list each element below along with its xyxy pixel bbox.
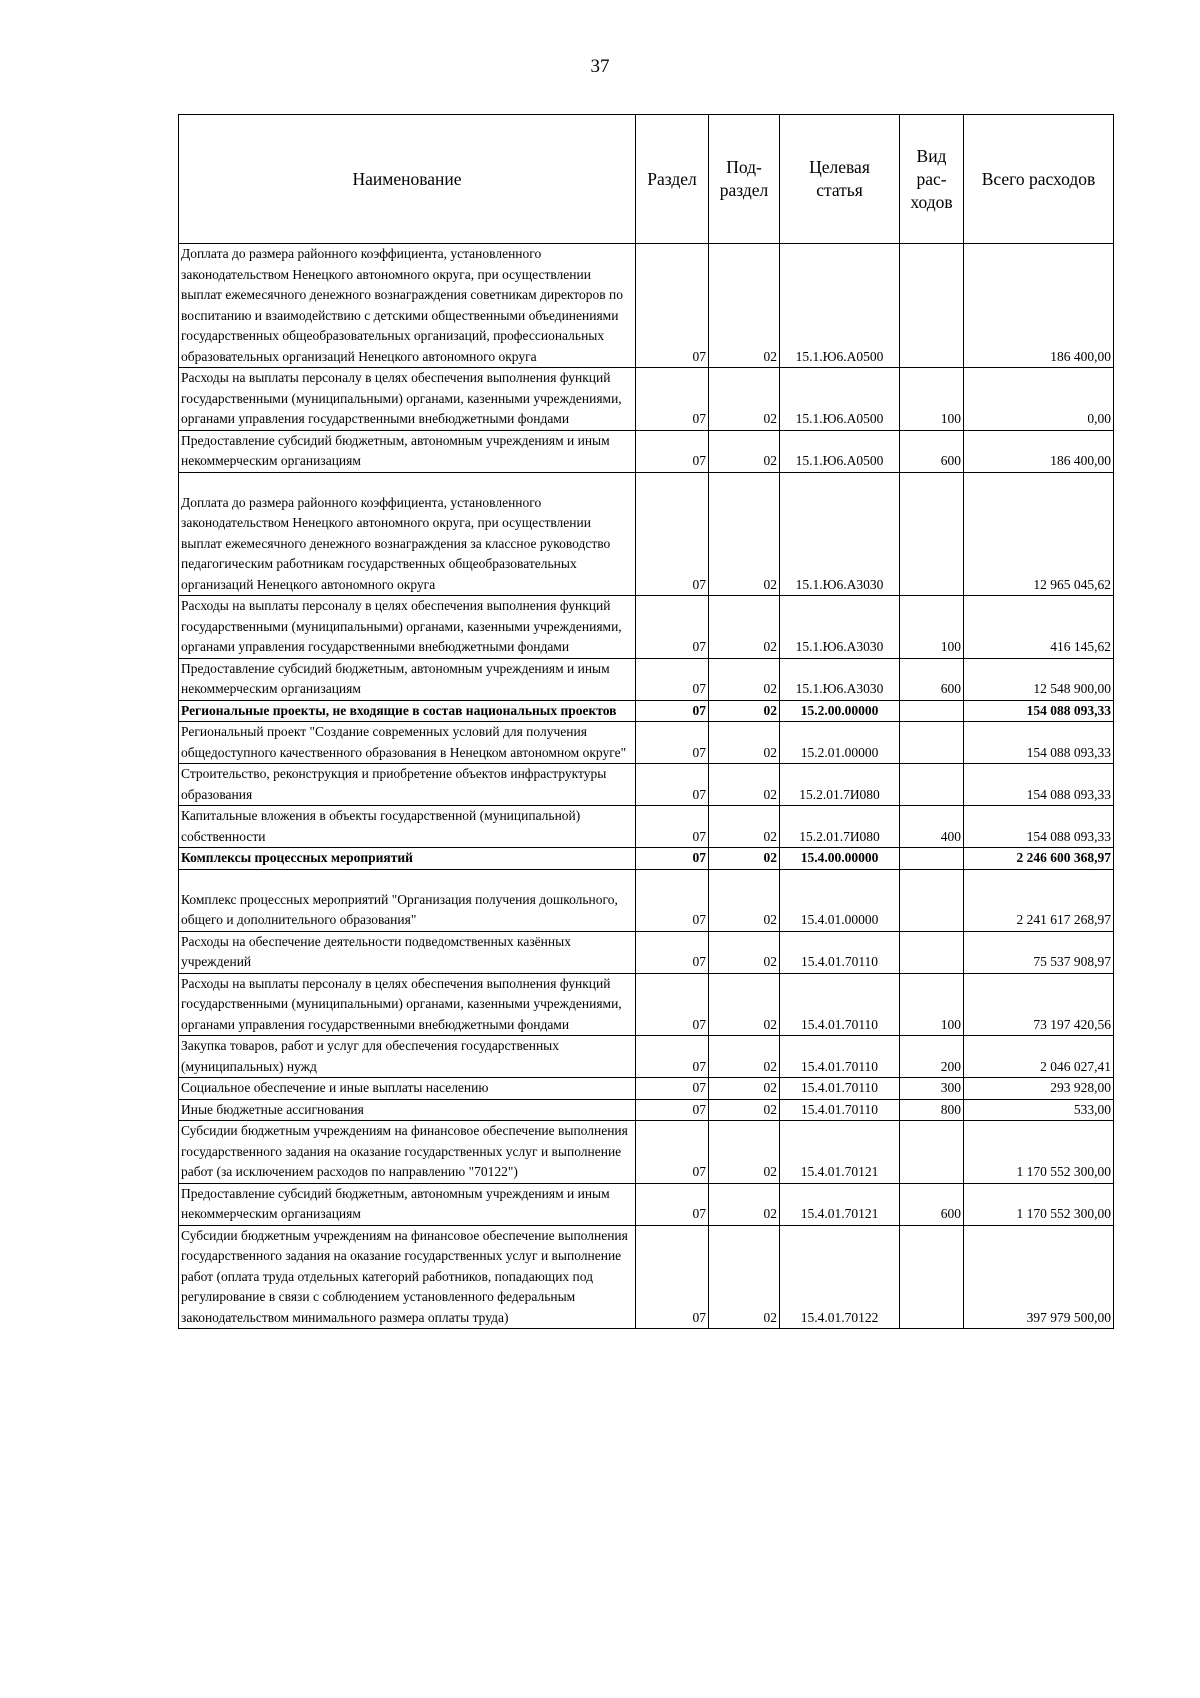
cell-expense-type: 100 (900, 596, 964, 659)
cell-section: 07 (636, 1078, 709, 1100)
cell-expense-type (900, 869, 964, 931)
cell-total: 1 170 552 300,00 (964, 1183, 1114, 1225)
cell-subsection: 02 (709, 764, 780, 806)
cell-subsection: 02 (709, 848, 780, 870)
table-row (179, 700, 1114, 722)
cell-subsection: 02 (709, 658, 780, 700)
budget-table (178, 114, 1114, 1329)
table-row (179, 244, 1114, 368)
cell-subsection: 02 (709, 806, 780, 848)
header-section: Раздел (636, 115, 709, 244)
cell-name: Расходы на выплаты персоналу в целях обеспечения выполнения функций государственными (муниципальными) органами, казенными учреждениями, органами управления государственными внебюджетными фондами (179, 973, 636, 1036)
cell-subsection: 02 (709, 1121, 780, 1184)
table-row (179, 1036, 1114, 1078)
cell-subsection: 02 (709, 368, 780, 431)
table-row (179, 472, 1114, 596)
table-row (179, 596, 1114, 659)
header-subsection: Под- раздел (709, 115, 780, 244)
cell-target-article: 15.4.01.70121 (780, 1121, 900, 1184)
table-body (179, 244, 1114, 1329)
table-row (179, 1225, 1114, 1329)
cell-total: 154 088 093,33 (964, 722, 1114, 764)
cell-target-article: 15.4.01.70110 (780, 931, 900, 973)
cell-name: Расходы на выплаты персоналу в целях обеспечения выполнения функций государственными (муниципальными) органами, казенными учреждениями, органами управления государственными внебюджетными фондами (179, 596, 636, 659)
cell-target-article: 15.1.Ю6.А3030 (780, 472, 900, 596)
cell-subsection: 02 (709, 472, 780, 596)
cell-section: 07 (636, 658, 709, 700)
cell-total: 0,00 (964, 368, 1114, 431)
cell-total: 186 400,00 (964, 430, 1114, 472)
cell-name: Региональный проект "Создание современных условий для получения общедоступного качественного образования в Ненецком автономном округе" (179, 722, 636, 764)
cell-total: 12 548 900,00 (964, 658, 1114, 700)
table-row (179, 764, 1114, 806)
cell-expense-type (900, 244, 964, 368)
cell-expense-type (900, 848, 964, 870)
cell-total: 12 965 045,62 (964, 472, 1114, 596)
cell-expense-type: 800 (900, 1099, 964, 1121)
cell-name: Расходы на обеспечение деятельности подведомственных казённых учреждений (179, 931, 636, 973)
cell-subsection: 02 (709, 931, 780, 973)
table-row (179, 973, 1114, 1036)
cell-expense-type: 300 (900, 1078, 964, 1100)
cell-expense-type: 600 (900, 1183, 964, 1225)
cell-total: 186 400,00 (964, 244, 1114, 368)
cell-name: Капитальные вложения в объекты государственной (муниципальной) собственности (179, 806, 636, 848)
cell-section: 07 (636, 596, 709, 659)
cell-section: 07 (636, 931, 709, 973)
table-row (179, 722, 1114, 764)
cell-target-article: 15.2.00.00000 (780, 700, 900, 722)
cell-target-article: 15.1.Ю6.А0500 (780, 430, 900, 472)
cell-name: Предоставление субсидий бюджетным, автономным учреждениям и иным некоммерческим организациям (179, 1183, 636, 1225)
cell-total: 73 197 420,56 (964, 973, 1114, 1036)
cell-subsection: 02 (709, 869, 780, 931)
cell-name: Предоставление субсидий бюджетным, автономным учреждениям и иным некоммерческим организациям (179, 658, 636, 700)
cell-total: 2 246 600 368,97 (964, 848, 1114, 870)
cell-name: Комплексы процессных мероприятий (179, 848, 636, 870)
page-number: 37 (590, 56, 610, 77)
cell-section: 07 (636, 1225, 709, 1329)
table-row (179, 1078, 1114, 1100)
cell-expense-type (900, 472, 964, 596)
cell-target-article: 15.4.01.70110 (780, 1078, 900, 1100)
cell-section: 07 (636, 869, 709, 931)
cell-target-article: 15.4.01.70110 (780, 1036, 900, 1078)
cell-name: Предоставление субсидий бюджетным, автономным учреждениям и иным некоммерческим организациям (179, 430, 636, 472)
header-expense-type: Вид рас- ходов (900, 115, 964, 244)
cell-subsection: 02 (709, 1099, 780, 1121)
table-row (179, 430, 1114, 472)
cell-section: 07 (636, 973, 709, 1036)
cell-expense-type (900, 931, 964, 973)
cell-target-article: 15.4.00.00000 (780, 848, 900, 870)
cell-section: 07 (636, 764, 709, 806)
cell-target-article: 15.4.01.00000 (780, 869, 900, 931)
cell-subsection: 02 (709, 596, 780, 659)
cell-subsection: 02 (709, 722, 780, 764)
cell-name: Субсидии бюджетным учреждениям на финансовое обеспечение выполнения государственного задания на оказание государственных услуг и выполнение работ (за исключением расходов по направлению "70122") (179, 1121, 636, 1184)
cell-total: 75 537 908,97 (964, 931, 1114, 973)
cell-section: 07 (636, 722, 709, 764)
cell-name: Социальное обеспечение и иные выплаты населению (179, 1078, 636, 1100)
cell-total: 2 241 617 268,97 (964, 869, 1114, 931)
table-row (179, 931, 1114, 973)
cell-expense-type: 600 (900, 658, 964, 700)
cell-target-article: 15.4.01.70110 (780, 973, 900, 1036)
table-header (179, 115, 1114, 244)
cell-expense-type (900, 700, 964, 722)
cell-target-article: 15.2.01.7И080 (780, 764, 900, 806)
cell-name: Строительство, реконструкция и приобретение объектов инфраструктуры образования (179, 764, 636, 806)
cell-total: 533,00 (964, 1099, 1114, 1121)
cell-subsection: 02 (709, 700, 780, 722)
cell-name: Доплата до размера районного коэффициента, установленного законодательством Ненецкого автономного округа, при осуществлении выплат ежемесячного денежного вознаграждения советникам директоров по воспитанию и взаимодействию с детскими общественными объединениями государственных общеобразовательных организаций, профессиональных образовательных организаций Ненецкого автономного округа (179, 244, 636, 368)
table-row (179, 806, 1114, 848)
cell-target-article: 15.4.01.70121 (780, 1183, 900, 1225)
cell-section: 07 (636, 1183, 709, 1225)
cell-target-article: 15.1.Ю6.А3030 (780, 658, 900, 700)
table-row (179, 869, 1114, 931)
header-total: Всего расходов (964, 115, 1114, 244)
cell-name: Закупка товаров, работ и услуг для обеспечения государственных (муниципальных) нужд (179, 1036, 636, 1078)
cell-expense-type (900, 764, 964, 806)
cell-name: Субсидии бюджетным учреждениям на финансовое обеспечение выполнения государственного задания на оказание государственных услуг и выполнение работ (оплата труда отдельных категорий работников, попадающих под регулирование в связи с соблюдением установленного федеральным законодательством минимального размера оплаты труда) (179, 1225, 636, 1329)
cell-section: 07 (636, 244, 709, 368)
cell-expense-type: 100 (900, 368, 964, 431)
cell-expense-type (900, 1121, 964, 1184)
cell-total: 154 088 093,33 (964, 700, 1114, 722)
cell-section: 07 (636, 368, 709, 431)
cell-subsection: 02 (709, 973, 780, 1036)
table-row (179, 658, 1114, 700)
cell-subsection: 02 (709, 244, 780, 368)
cell-total: 416 145,62 (964, 596, 1114, 659)
cell-name: Комплекс процессных мероприятий "Организация получения дошкольного, общего и дополнительного образования" (179, 869, 636, 931)
table-row (179, 1183, 1114, 1225)
cell-total: 1 170 552 300,00 (964, 1121, 1114, 1184)
header-target-article: Целевая статья (780, 115, 900, 244)
cell-section: 07 (636, 1099, 709, 1121)
cell-target-article: 15.1.Ю6.А3030 (780, 596, 900, 659)
cell-target-article: 15.4.01.70122 (780, 1225, 900, 1329)
cell-name: Региональные проекты, не входящие в состав национальных проектов (179, 700, 636, 722)
cell-target-article: 15.4.01.70110 (780, 1099, 900, 1121)
cell-total: 397 979 500,00 (964, 1225, 1114, 1329)
table-row (179, 848, 1114, 870)
cell-subsection: 02 (709, 1078, 780, 1100)
cell-target-article: 15.2.01.7И080 (780, 806, 900, 848)
cell-name: Иные бюджетные ассигнования (179, 1099, 636, 1121)
cell-expense-type: 100 (900, 973, 964, 1036)
cell-expense-type: 200 (900, 1036, 964, 1078)
cell-section: 07 (636, 700, 709, 722)
cell-name: Расходы на выплаты персоналу в целях обеспечения выполнения функций государственными (муниципальными) органами, казенными учреждениями, органами управления государственными внебюджетными фондами (179, 368, 636, 431)
cell-subsection: 02 (709, 1225, 780, 1329)
cell-expense-type (900, 1225, 964, 1329)
table-row (179, 1099, 1114, 1121)
cell-expense-type: 600 (900, 430, 964, 472)
cell-expense-type (900, 722, 964, 764)
cell-section: 07 (636, 1121, 709, 1184)
table-row (179, 1121, 1114, 1184)
header-name: Наименование (179, 115, 636, 244)
cell-section: 07 (636, 1036, 709, 1078)
cell-target-article: 15.1.Ю6.А0500 (780, 244, 900, 368)
cell-section: 07 (636, 806, 709, 848)
cell-section: 07 (636, 472, 709, 596)
table-row (179, 368, 1114, 431)
cell-target-article: 15.2.01.00000 (780, 722, 900, 764)
cell-subsection: 02 (709, 1183, 780, 1225)
cell-target-article: 15.1.Ю6.А0500 (780, 368, 900, 431)
cell-section: 07 (636, 430, 709, 472)
cell-section: 07 (636, 848, 709, 870)
cell-total: 154 088 093,33 (964, 806, 1114, 848)
cell-expense-type: 400 (900, 806, 964, 848)
cell-total: 2 046 027,41 (964, 1036, 1114, 1078)
cell-total: 293 928,00 (964, 1078, 1114, 1100)
cell-subsection: 02 (709, 1036, 780, 1078)
cell-total: 154 088 093,33 (964, 764, 1114, 806)
cell-subsection: 02 (709, 430, 780, 472)
cell-name: Доплата до размера районного коэффициента, установленного законодательством Ненецкого автономного округа, при осуществлении выплат ежемесячного денежного вознаграждения за классное руководство педагогическим работникам государственных общеобразовательных организаций Ненецкого автономного округа (179, 472, 636, 596)
